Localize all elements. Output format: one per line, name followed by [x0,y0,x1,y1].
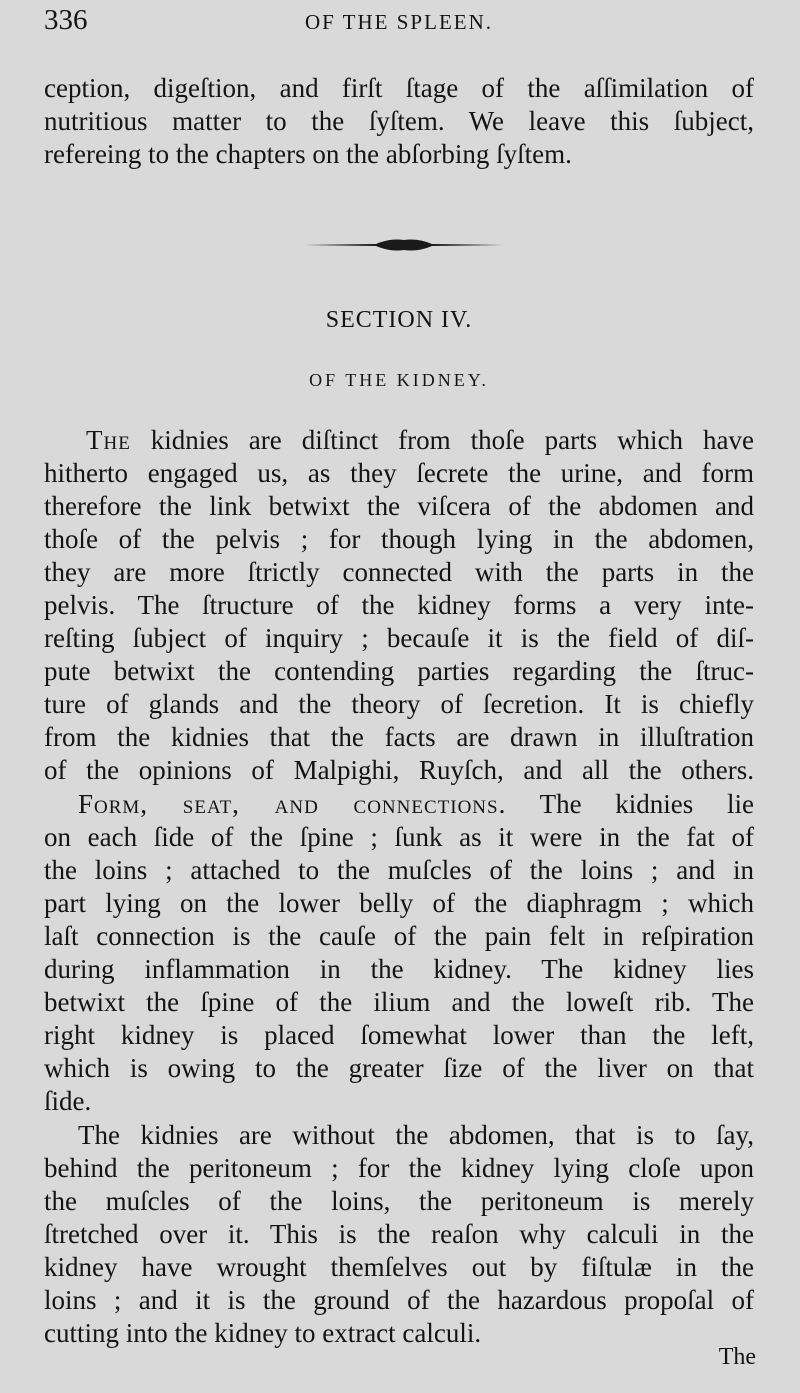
text-line: ſtretched over it. This is the reaſon why calculi in the [44,1219,754,1249]
text-line: reſting ſubject of inquiry ; becauſe it is the field of diſ- [44,623,754,653]
text-line: they are more ſtrictly connected with the parts in the [44,557,754,587]
section-subtitle: OF THE KIDNEY. [309,370,489,390]
text-line: the muſcles of the loins, the peritoneum is merely [44,1186,754,1216]
text-line: right kidney is placed ſomewhat lower than the left, [44,1020,754,1050]
text-line: the loins ; attached to the muſcles of the loins ; and in [44,855,754,885]
text-line: hitherto engaged us, as they ſecrete the urine, and form [44,458,754,488]
running-head: OF THE SPLEEN. [304,10,494,34]
text-fragment: The kidnies lie [506,789,754,819]
text-line: part lying on the lower belly of the diaphragm ; which [44,888,754,918]
paragraph-kidnies-distinct [44,424,754,787]
intro-paragraph [44,72,754,171]
text-line: ture of glands and the theory of ſecretion. It is chiefly [44,689,754,719]
paragraph-form-seat-connections [44,788,754,1118]
text-line: behind the peritoneum ; for the kidney lying cloſe upon [44,1153,754,1183]
page-header [44,4,754,40]
text-line-first [44,424,754,457]
text-line: ſide. [44,1086,92,1116]
page-number: 336 [44,4,88,36]
text-line: which is owing to the greater ſize of the liver on that [44,1053,754,1083]
text-line: from the kidnies that the facts are drawn in illuſtration [44,722,754,752]
text-line: during inflammation in the kidney. The kidney lies [44,954,754,984]
ornamental-rule-icon [304,234,504,256]
text-line: The kidnies are without the abdomen, that is to ſay, [78,1120,754,1150]
text-line: of the opinions of Malpighi, Ruyſch, and all the others. [44,755,754,785]
paragraph-without-abdomen [44,1119,754,1350]
text-fragment: kidnies are diſtinct from thoſe parts which have [130,425,754,455]
lead-word: The [86,425,131,455]
text-line: refereing to the chapters on the abſorbing ſyſtem. [44,139,572,169]
text-line: therefore the link betwixt the viſcera of the abdomen and [44,491,754,521]
text-line: ception, digeſtion, and firſt ſtage of the aſſimilation of [44,73,754,103]
text-line: on each ſide of the ſpine ; ſunk as it were in the fat of [44,822,754,852]
text-line: laſt connection is the cauſe of the pain felt in reſpiration [44,921,754,951]
text-line-first [44,788,754,821]
text-line: pelvis. The ſtructure of the kidney forms a very inte- [44,590,754,620]
text-line: nutritious matter to the ſyſtem. We leave this ſubject, [44,106,754,136]
lead-heading: Form, seat, and connections. [78,789,507,819]
text-line: pute betwixt the contending parties regarding the ſtruc- [44,656,754,686]
text-line: kidney have wrought themſelves out by fiſtulæ in the [44,1252,754,1282]
text-line: betwixt the ſpine of the ilium and the loweſt rib. The [44,987,754,1017]
text-line: thoſe of the pelvis ; for though lying in the abdomen, [44,524,754,554]
text-line: cutting into the kidney to extract calculi. [44,1318,482,1348]
section-title: SECTION IV. [325,307,473,333]
catchword: The [718,1344,756,1370]
text-line: loins ; and it is the ground of the hazardous propoſal of [44,1285,754,1315]
